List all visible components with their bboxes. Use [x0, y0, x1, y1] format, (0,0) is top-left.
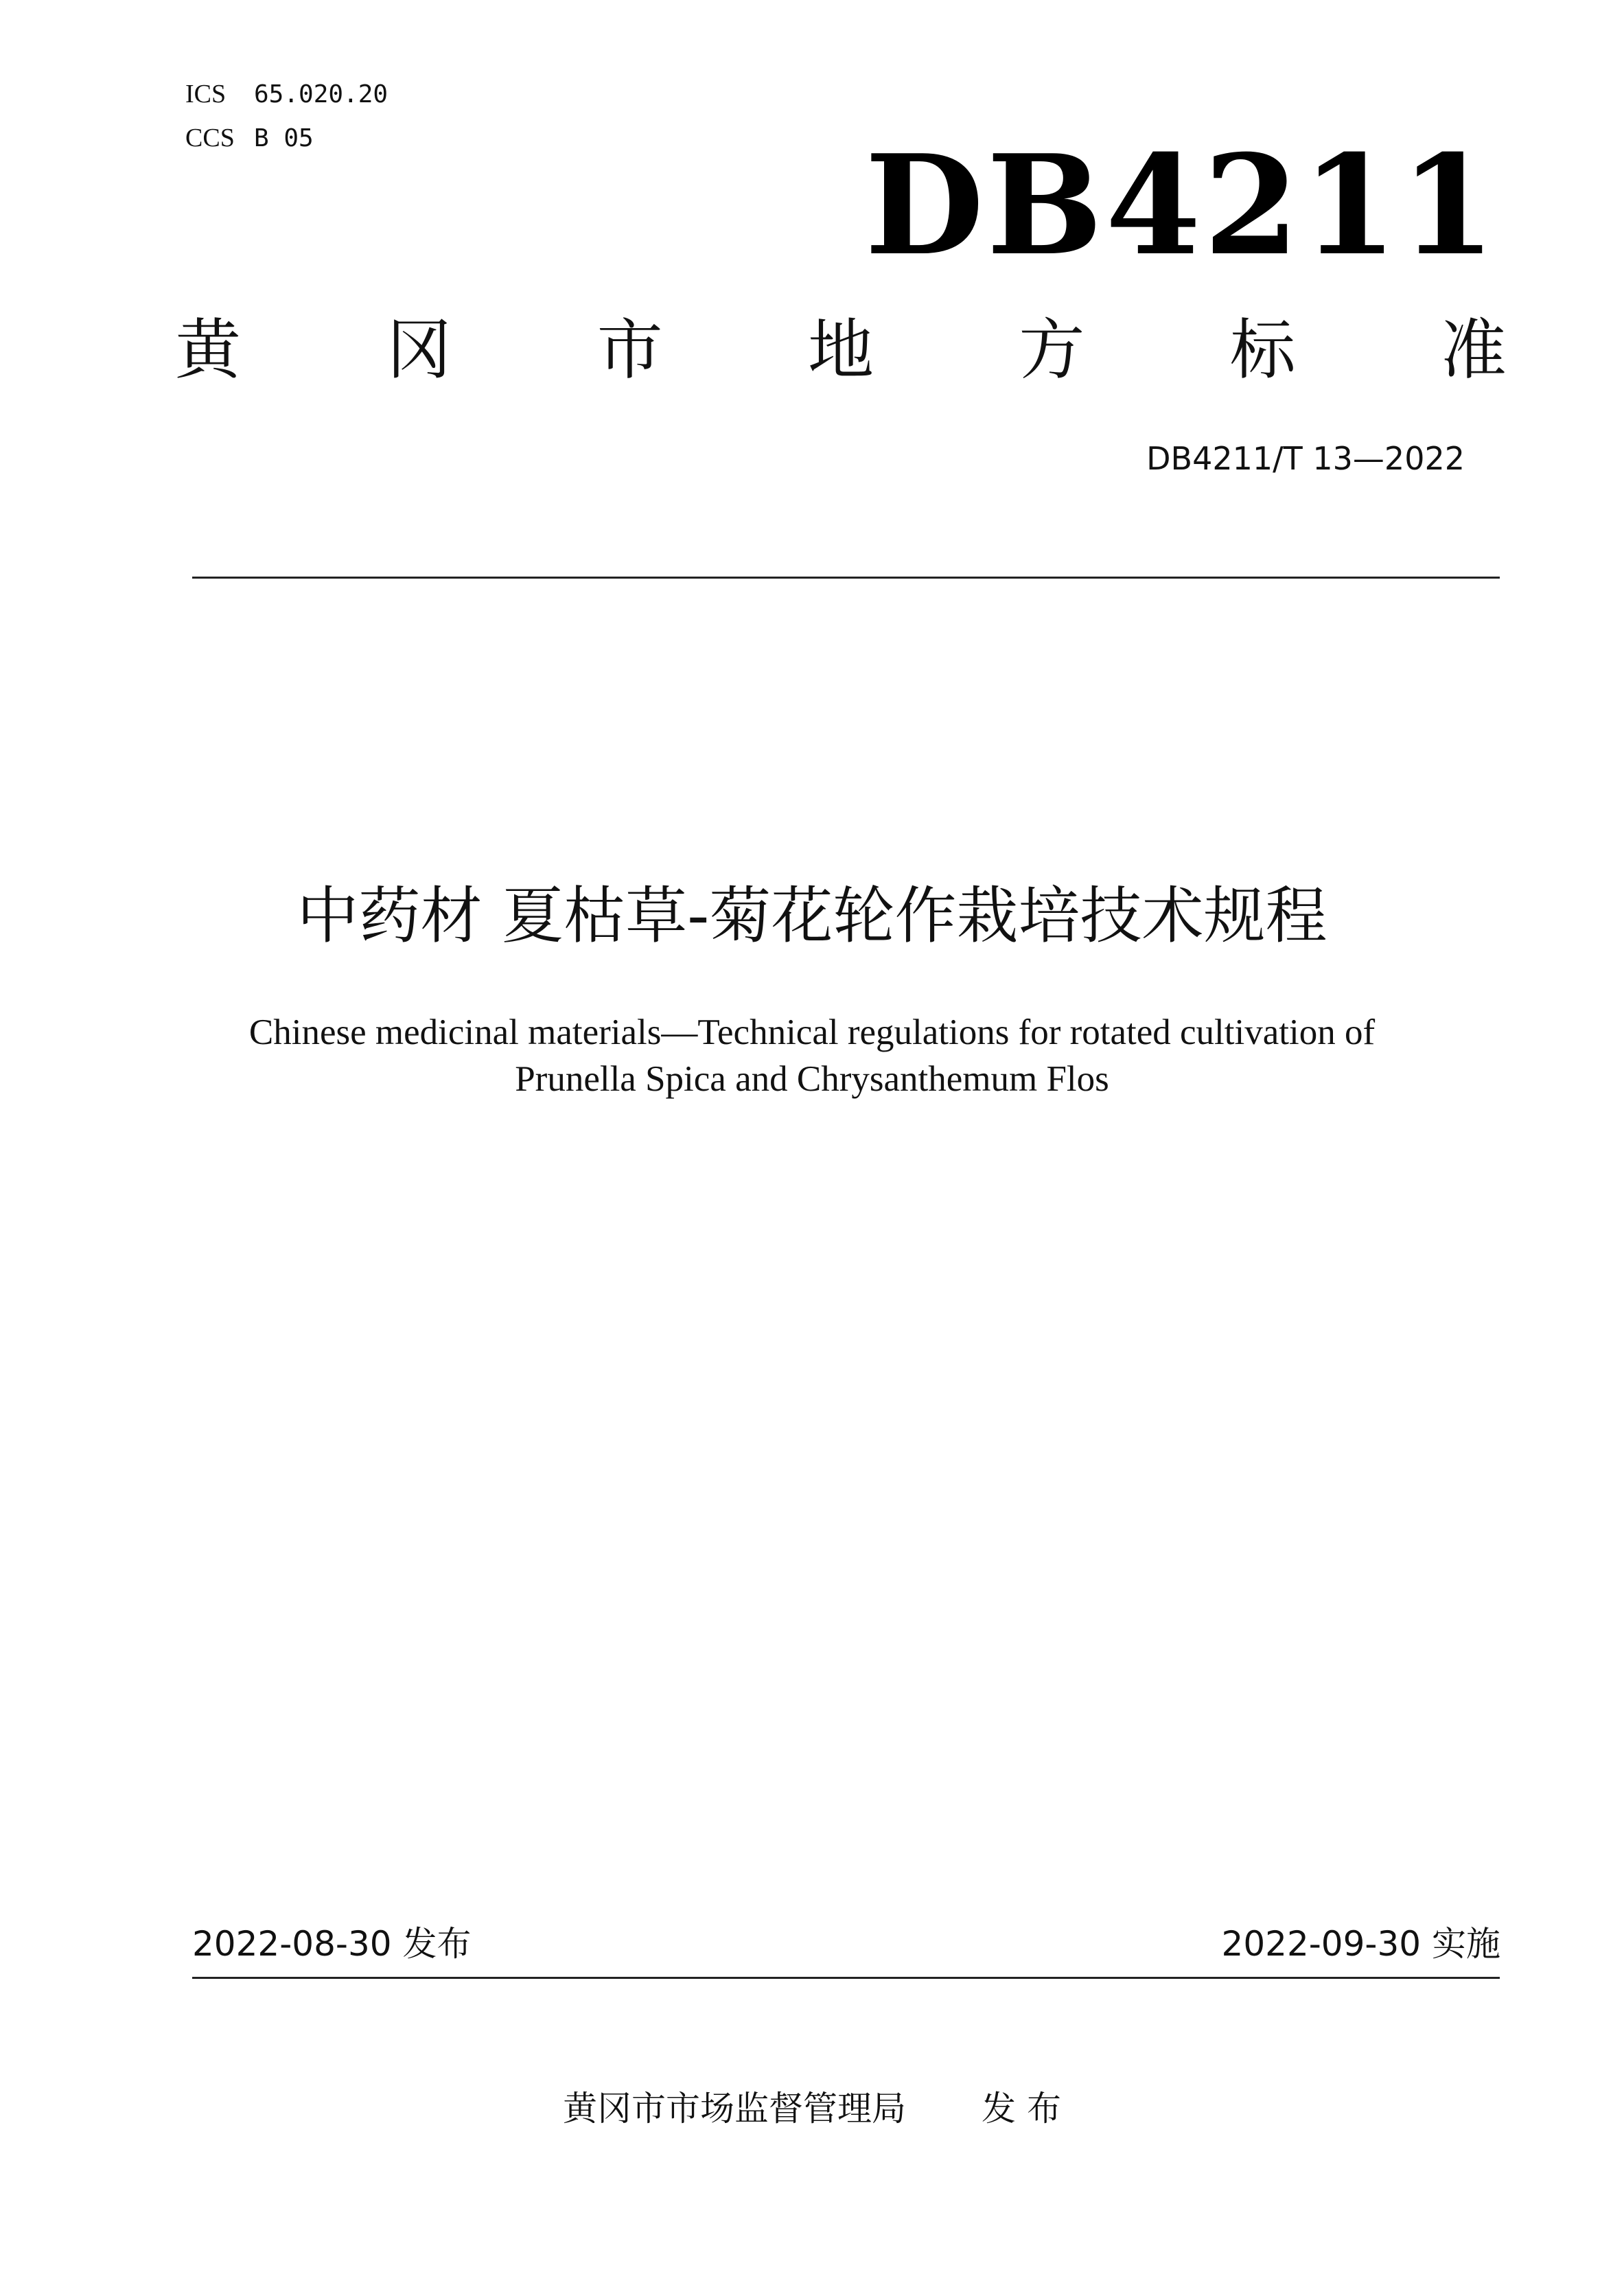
- ics-code: [185, 77, 388, 111]
- ics-value: 65.020.20: [254, 80, 388, 108]
- top-divider: [192, 577, 1500, 579]
- ics-label: ICS: [185, 80, 227, 108]
- ccs-label: CCS: [185, 124, 235, 152]
- title-chinese: 中药材 夏枯草-菊花轮作栽培技术规程: [297, 880, 1327, 952]
- standard-category-title: [175, 312, 1507, 388]
- category-char: 冈: [386, 312, 452, 389]
- title-english-line-1: Chinese medicinal materials—Technical regulations for rotated cultivation of: [248, 1012, 1376, 1052]
- category-char: 准: [1440, 312, 1507, 389]
- category-char: 市: [596, 312, 663, 389]
- implementation-date: 2022-09-30 实施: [1221, 1924, 1500, 1964]
- publisher-action: 发 布: [982, 2089, 1061, 2129]
- publisher-name: 黄冈市市场监督管理局: [563, 2089, 907, 2129]
- db-code-mark: DB4211: [865, 125, 1499, 286]
- ccs-code: [185, 121, 314, 155]
- category-char: 方: [1019, 312, 1085, 389]
- bottom-divider: [192, 1977, 1500, 1979]
- category-char: 标: [1229, 312, 1296, 389]
- category-char: 地: [807, 312, 874, 389]
- title-english: [0, 1009, 1624, 1102]
- publisher-line: [0, 2087, 1624, 2131]
- title-english-line-2: Prunella Spica and Chrysanthemum Flos: [515, 1059, 1109, 1099]
- issue-date: 2022-08-30 发布: [192, 1924, 472, 1964]
- standard-number: DB4211/T 13—2022: [1146, 440, 1465, 477]
- ccs-value: B 05: [254, 124, 314, 152]
- category-char: 黄: [175, 312, 241, 389]
